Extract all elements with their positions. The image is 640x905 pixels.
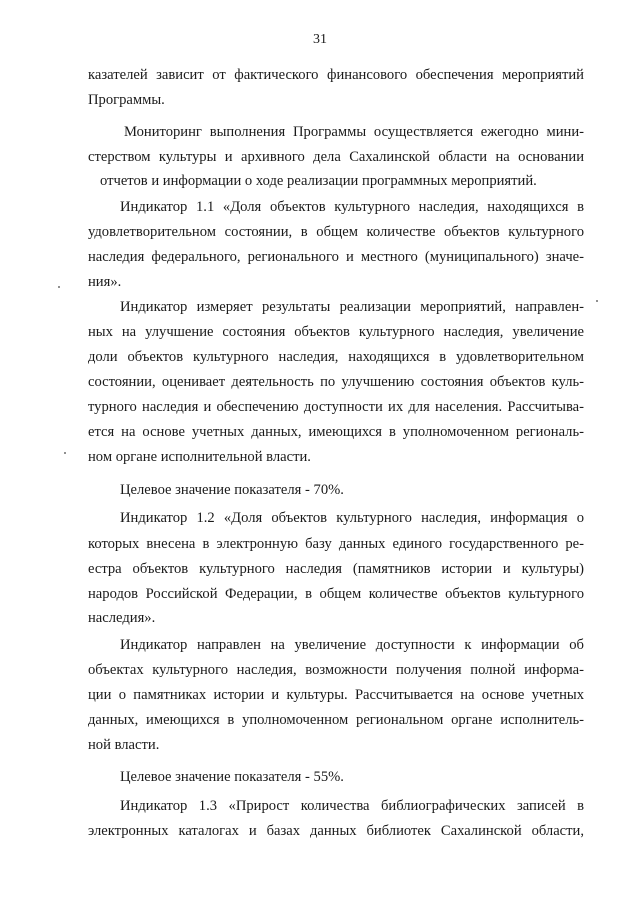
text-line: ции о памятниках истории и культуры. Рассчитывается на основе учетных [88,687,584,703]
text-line: ной власти. [88,737,160,753]
text-line: Индикатор измеряет результаты реализации мероприятий, направлен- [120,299,584,315]
text-line: Индикатор 1.3 «Прирост количества библиографических записей в [120,798,584,814]
text-line: стерством культуры и архивного дела Сахалинской области на основании [88,149,584,165]
text-line: удовлетворительном состоянии, в общем количестве объектов культурного [88,224,584,240]
text-line: отчетов и информации о ходе реализации программных мероприятий. [100,173,537,189]
text-line: Мониторинг выполнения Программы осуществляется ежегодно мини- [124,124,584,140]
text-line: ется на основе учетных данных, имеющихся в уполномоченном региональ- [88,424,584,440]
text-line: наследия». [88,610,156,626]
text-line: которых внесена в электронную базу данных единого государственного ре- [88,536,584,552]
text-line: Индикатор 1.2 «Доля объектов культурного наследия, информация о [120,510,584,526]
scan-speck [58,286,60,288]
text-line: наследия федерального, регионального и местного (муниципального) значе- [88,249,584,265]
text-line: Программы. [88,92,165,108]
text-line: турного наследия и обеспечению доступности их для населения. Рассчитыва- [88,399,584,415]
scan-speck [64,452,66,454]
text-line: ном органе исполнительной власти. [88,449,311,465]
text-line: доли объектов культурного наследия, находящихся в удовлетворительном [88,349,584,365]
text-line: состоянии, оценивает деятельность по улучшению состояния объектов куль- [88,374,584,390]
text-line: народов Российской Федерации, в общем количестве объектов культурного [88,586,584,602]
text-line: электронных каталогах и базах данных библиотек Сахалинской области, [88,823,584,839]
text-line: Индикатор 1.1 «Доля объектов культурного наследия, находящихся в [120,199,584,215]
text-line: ния». [88,274,122,290]
text-line: данных, имеющихся в уполномоченном региональном органе исполнитель- [88,712,584,728]
text-line: ных на улучшение состояния объектов культурного наследия, увеличение [88,324,584,340]
text-line: объектах культурного наследия, возможности получения полной информа- [88,662,584,678]
text-line: естра объектов культурного наследия (памятников истории и культуры) [88,561,584,577]
text-line: казателей зависит от фактического финансового обеспечения мероприятий [88,67,584,83]
text-line: Индикатор направлен на увеличение доступности к информации об [120,637,584,653]
text-line: Целевое значение показателя - 55%. [120,769,344,785]
scan-speck [596,300,598,302]
text-line: Целевое значение показателя - 70%. [120,482,344,498]
page-number: 31 [313,32,327,47]
